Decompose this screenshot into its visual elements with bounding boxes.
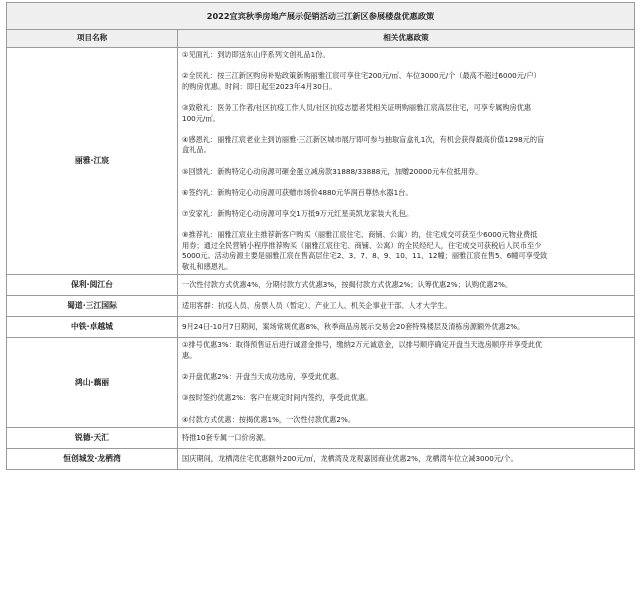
policy-line: ⑤回馈礼：新购特定心动房源可砸金蛋立减房款31888/33888元，加赠20000元车位抵用券。 <box>182 166 483 176</box>
table-row <box>7 338 635 428</box>
line-gap <box>182 92 630 103</box>
line-gap <box>182 156 630 167</box>
policy-line: 敬礼和感恩礼。 <box>182 261 233 271</box>
policy-line: ③按时签约优惠2%：客户在规定时间内签约，享受此优惠。 <box>182 393 373 403</box>
table-row <box>7 428 635 449</box>
table-row <box>7 449 635 470</box>
project-name: 锐德·天汇 <box>7 428 178 449</box>
policy-line: ⑦安家礼：新购特定心动房源可享交1万抵9万元红星美凯龙家装大礼包。 <box>182 208 414 218</box>
line-gap <box>182 198 630 209</box>
policy-line: ③致敬礼：医务工作者/社区抗疫工作人员/社区抗疫志愿者凭相关证明购丽雅江宸高层住宅，可享专属购房优惠 <box>182 102 532 112</box>
project-name: 鸿山·藕丽 <box>7 338 178 428</box>
policy-table <box>6 2 635 470</box>
header-policy: 相关优惠政策 <box>178 30 635 48</box>
header-project-name: 项目名称 <box>7 30 178 48</box>
policy-line: ②全民礼：按三江新区购房补贴政策新购丽雅江宸可享住宅200元/㎡、车位3000元/个（最高不超过6000元/户） <box>182 71 541 81</box>
line-gap <box>182 220 630 231</box>
policy-line: 100元/㎡。 <box>182 113 220 123</box>
policy-line: ④感恩礼：丽雅江宸老业主到访丽雅·三江新区城市展厅即可参与抽取盲盒礼1次，有机会获得最高价值1298元的盲 <box>182 134 545 144</box>
policy-text: 国庆期间，龙栖湾住宅优惠额外200元/㎡，龙栖湾及龙观嘉园商业优惠2%，龙栖湾车位立减3000元/个。 <box>178 449 635 470</box>
table-row <box>7 275 635 296</box>
policy-line: ①排号优惠3%：取得预售证后进行诚意金排号，缴纳2万元诚意金，以排号顺序确定开盘当天选房顺序并享受此优 <box>182 340 543 350</box>
policy-text: 特推10套专属一口价房源。 <box>178 428 635 449</box>
policy-text <box>178 48 635 275</box>
line-gap <box>182 177 630 188</box>
table-row <box>7 296 635 317</box>
project-name: 保利·阅江台 <box>7 275 178 296</box>
policy-line: 的购房优惠。时间：即日起至2023年4月30日。 <box>182 81 337 91</box>
policy-line: 盒礼品。 <box>182 145 211 155</box>
policy-text <box>178 338 635 428</box>
line-gap <box>182 404 630 415</box>
project-name: 中铁·卓越城 <box>7 317 178 338</box>
title-row <box>7 3 635 30</box>
policy-line: ⑧推荐礼：丽雅江宸业主推荐新客户购买（丽雅江宸住宅、商铺、公寓）的，住宅成交可获至少6000元物业费抵 <box>182 230 538 240</box>
policy-line: ①见面礼：到访即送东山序系列文创礼品1份。 <box>182 50 330 59</box>
policy-line: ⑥签约礼：新购特定心动房源可获赠市场价4880元华润百尊热水器1台。 <box>182 187 413 197</box>
table-title: 2022宜宾秋季房地产展示促销活动三江新区参展楼盘优惠政策 <box>7 3 635 30</box>
policy-line: 用券；通过全民营销小程序推荐购买（丽雅江宸住宅、商铺、公寓）的全民经纪人，住宅成交可获税后人民币至少 <box>182 240 542 250</box>
line-gap <box>182 61 630 72</box>
table-row <box>7 48 635 275</box>
policy-line: 5000元。活动房源主要是丽雅江宸在售高层住宅2、3、7、8、9、10、11、12幢；丽雅江宸在售5、6幢可享受致 <box>182 251 548 261</box>
line-gap <box>182 362 630 373</box>
project-name: 恒创城发·龙栖湾 <box>7 449 178 470</box>
policy-line: ④付款方式优惠：按揭优惠1%，一次性付款优惠2%。 <box>182 414 356 424</box>
policy-text: 9月24日-10月7日期间，案场常规优惠8%，秋季商品房展示交易会20套特殊楼层及清栋房源额外优惠2%。 <box>178 317 635 338</box>
line-gap <box>182 124 630 135</box>
policy-text: 适用客群：抗疫人员、房票人员（暂定）、产业工人、机关企事业干部、人才大学生。 <box>178 296 635 317</box>
policy-line: 惠。 <box>182 351 197 361</box>
table-row <box>7 317 635 338</box>
project-name: 蜀道·三江国际 <box>7 296 178 317</box>
header-row <box>7 30 635 48</box>
policy-line: ②开盘优惠2%：开盘当天成功选房，享受此优惠。 <box>182 372 344 382</box>
line-gap <box>182 383 630 394</box>
policy-text: 一次性付款方式优惠4%，分期付款方式优惠3%，按揭付款方式优惠2%；认筹优惠2%；认购优惠2%。 <box>178 275 635 296</box>
project-name: 丽雅·江宸 <box>7 48 178 275</box>
